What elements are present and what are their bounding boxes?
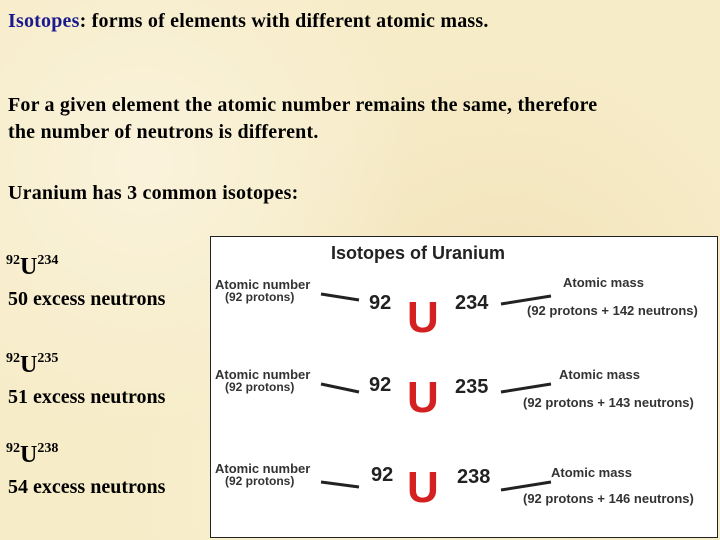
mass-number-value: 234 bbox=[455, 292, 489, 314]
atomic-number-value: 92 bbox=[369, 374, 392, 396]
isotopes-figure bbox=[210, 236, 718, 538]
label-subtext: (92 protons) bbox=[225, 290, 295, 304]
isotope-notation-235 bbox=[6, 352, 58, 379]
atomic-number: 92 bbox=[6, 441, 20, 456]
atomic-number-label bbox=[215, 462, 310, 488]
mass-number-value: 235 bbox=[455, 376, 489, 398]
atomic-mass-label: Atomic mass bbox=[551, 465, 632, 480]
excess-neutrons-234: 50 excess neutrons bbox=[8, 288, 166, 310]
uranium-symbol: U bbox=[407, 463, 439, 512]
atomic-mass-label: Atomic mass bbox=[559, 367, 640, 382]
atomic-mass-subtext: (92 protons + 142 neutrons) bbox=[527, 303, 698, 318]
atomic-number: 92 bbox=[6, 253, 20, 268]
atomic-number-value: 92 bbox=[371, 464, 394, 486]
figure-title: Isotopes of Uranium bbox=[331, 243, 506, 263]
paragraph-line-1: For a given element the atomic number remains the same, therefore bbox=[8, 94, 598, 116]
mass-number: 235 bbox=[37, 351, 59, 366]
definition-text: : forms of elements with different atomic mass. bbox=[79, 10, 489, 32]
mass-number: 238 bbox=[37, 441, 59, 456]
label-text: Atomic number bbox=[215, 461, 311, 476]
atomic-mass-subtext: (92 protons + 146 neutrons) bbox=[523, 491, 694, 506]
label-subtext: (92 protons) bbox=[225, 474, 295, 488]
label-subtext: (92 protons) bbox=[225, 380, 295, 394]
uranium-symbol: U bbox=[407, 293, 439, 342]
atomic-number: 92 bbox=[6, 351, 20, 366]
uranium-isotopes-line: Uranium has 3 common isotopes: bbox=[8, 182, 299, 204]
element-symbol: U bbox=[20, 442, 38, 468]
atomic-mass-label: Atomic mass bbox=[563, 275, 644, 290]
mass-number-value: 238 bbox=[457, 466, 491, 488]
atomic-number-label bbox=[215, 368, 310, 394]
mass-number: 234 bbox=[37, 253, 59, 268]
isotopes-term: Isotopes bbox=[8, 10, 80, 32]
element-symbol: U bbox=[20, 352, 38, 378]
element-symbol: U bbox=[20, 254, 38, 280]
definition-line bbox=[8, 10, 489, 33]
isotope-notation-234 bbox=[6, 254, 58, 281]
uranium-symbol: U bbox=[407, 373, 439, 422]
excess-neutrons-235: 51 excess neutrons bbox=[8, 386, 166, 408]
excess-neutrons-238: 54 excess neutrons bbox=[8, 476, 166, 498]
atomic-number-value: 92 bbox=[369, 292, 392, 314]
isotope-notation-238 bbox=[6, 442, 58, 469]
atomic-mass-subtext: (92 protons + 143 neutrons) bbox=[523, 395, 694, 410]
atomic-number-label bbox=[215, 278, 310, 304]
paragraph-line-2: the number of neutrons is different. bbox=[8, 121, 319, 143]
label-text: Atomic number bbox=[215, 367, 311, 382]
label-text: Atomic number bbox=[215, 277, 311, 292]
